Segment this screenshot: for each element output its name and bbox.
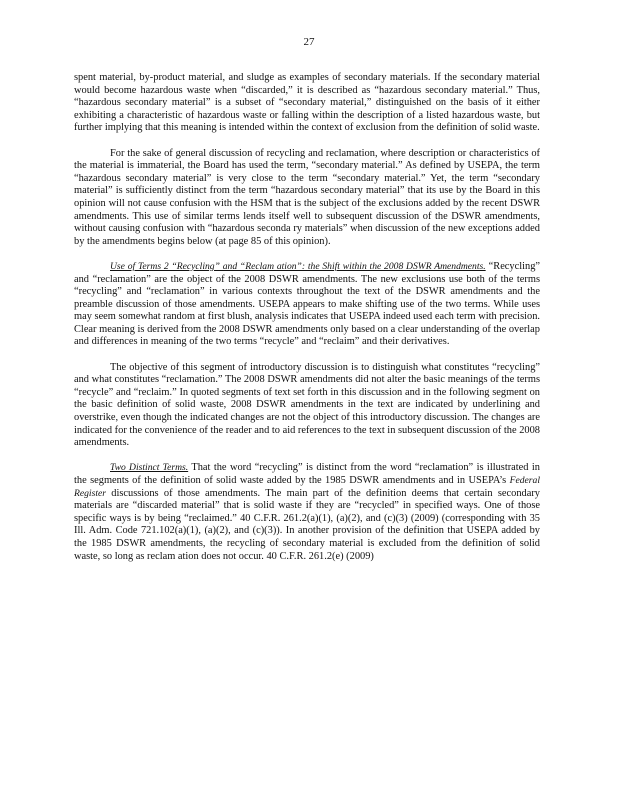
paragraph-1: spent material, by-product material, and sludge as examples of secondary materials. If the secondary material would become hazardous waste when “discarded,” it is described as “hazardous secondary material.” Thus, “hazardous secondary material” is a subset of “secondary material,” distinguished on the basis of it either exhibiting a characteristic of hazardous waste or falling within the description of a listed hazardous waste, but further implying that this meaning is intended within the context of exclusion from the definition of solid waste.: [74, 72, 540, 134]
section-heading-two-distinct-terms: Two Distinct Terms.: [110, 462, 189, 474]
document-body: [74, 72, 540, 576]
paragraph-3: [74, 261, 540, 349]
paragraph-5-text-b: discussions of those amendments. The main part of the definition deems that certain secondary materials are “discarded material” that is solid waste if they are “recycled” in specified ways. One of those specific ways is by being “reclaimed.” 40 C.F.R. 261.2(a)(1), (a)(2), and (c)(3) (2009) (corresponding with 35 Ill. Adm. Code 721.102(a)(1), (a)(2), and (c)(3)). In another provision of the definition that USEPA added by the 1985 DSWR amendments, the recycling of secondary material is excluded from the definition of solid waste, so long as reclam ation does not occur. 40 C.F.R. 261.2(e) (2009): [74, 487, 540, 562]
section-heading-use-of-terms: Use of Terms 2 “Recycling” and “Reclam ation”: the Shift within the 2008 DSWR Amendments.: [110, 260, 486, 272]
federal-register-citation: Federal Register: [74, 475, 540, 499]
paragraph-5-text-a: That the word “recycling” is distinct from the word “reclamation” is illustrated in the segments of the definition of solid waste added by the 1985 DSWR amendments and in USEPA’s: [74, 462, 540, 486]
page-number: 27: [303, 36, 315, 48]
paragraph-2: For the sake of general discussion of recycling and reclamation, where description or characteristics of the material is immaterial, the Board has used the term, “secondary material.” As defined by USEPA, the term “hazardous secondary material” is very close to the term “secondary material.” Yet, the term “secondary material” is sufficiently distinct from the term “hazardous secondary material” that its use by the Board in this opinion will not cause confusion with the HSM that is the subject of the exclusions added by the recent DSWR amendments. This use of similar terms lends itself well to subsequent discussion of the DSWR amendments, without causing confusion with “hazardous seconda ry materials” when discussion of the new exceptions added by the amendments begins below (at page 85 of this opinion).: [74, 147, 540, 247]
paragraph-5: [74, 462, 540, 563]
paragraph-3-text: “Recycling” and “reclamation” are the object of the 2008 DSWR amendments. The new exclusions use both of the terms “recycling” and “reclamation” in various contexts throughout the text of the DSWR amendments and the preamble discussion of those amendments. USEPA appears to make shifting use of the two terms. While uses may seem somewhat random at first blush, analysis indicates that USEPA indeed used each term with precision. Clear meaning is derived from the 2008 DSWR amendments only based on a clear understanding of the overlap and differences in meaning of the two terms “recycle” and “reclaim” and their derivatives.: [74, 260, 540, 348]
paragraph-4: The objective of this segment of introductory discussion is to distinguish what constitutes “recycling” and what constitutes “reclamation.” The 2008 DSWR amendments did not alter the basic meanings of the terms “recycle” and “reclaim.” In quoted segments of text set forth in this discussion and in the following segment on the basic definition of solid waste, 2008 DSWR amendments in the text are indicated by underlining and overstrike, even though the indicated changes are not the object of this introductory discussion. The changes are indicated for the convenience of the reader and to aid references to the text in subsequent discussion of the 2008 amendments.: [74, 361, 540, 449]
